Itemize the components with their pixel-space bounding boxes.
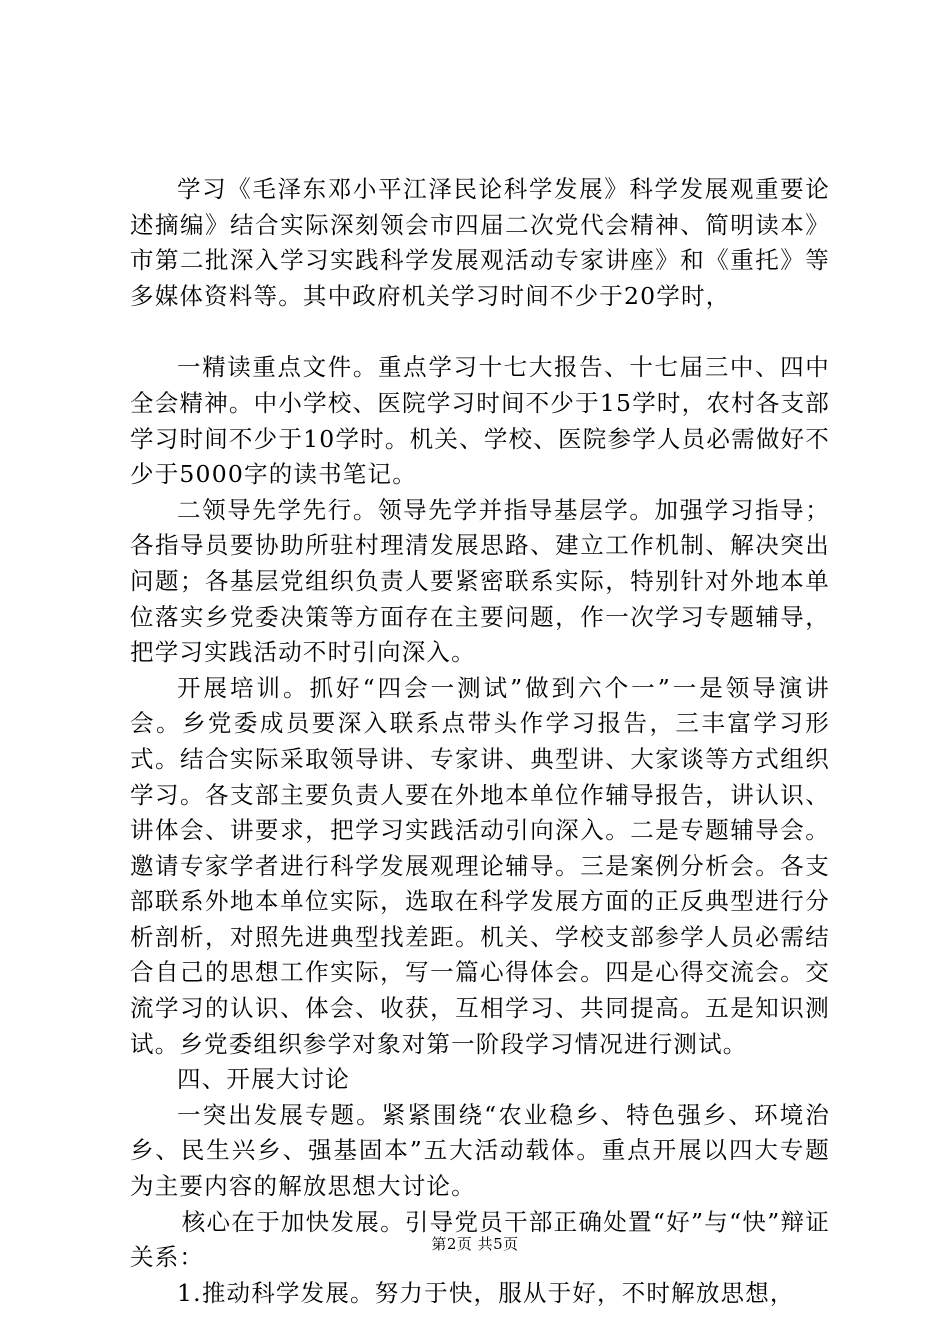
paragraph-leaders-first: 二领导先学先行。领导先学并指导基层学。加强学习指导；各指导员要协助所驻村理清发展思路、建立工作机制、解决突出问题；各基层党组织负责人要紧密联系实际，特别针对外地本单位落实乡党委决策等方面存在主要问题，作一次学习专题辅导，把学习实践活动不时引向深入。 xyxy=(130,495,830,667)
paragraph-training: 开展培训。抓好“四会一测试”做到六个一”一是领导演讲会。乡党委成员要深入联系点带头作学习报告，三丰富学习形式。结合实际采取领导讲、专家讲、典型讲、大家谈等方式组织学习。各支部主要负责人要在外地本单位作辅导报告，讲认识、讲体会、讲要求，把学习实践活动引向深入。二是专题辅导会。邀请专家学者进行科学发展观理论辅导。三是案例分析会。各支部联系外地本单位实际，选取在科学发展方面的正反典型进行分析剖析，对照先进典型找差距。机关、学校支部参学人员必需结合自己的思想工作实际，写一篇心得体会。四是心得交流会。交流学习的认识、体会、收获，互相学习、共同提高。五是知识测试。乡党委组织参学对象对第一阶段学习情况进行测试。 xyxy=(130,673,830,1058)
paragraph-study-materials: 学习《毛泽东邓小平江泽民论科学发展》科学发展观重要论述摘编》结合实际深刻领会市四届二次党代会精神、简明读本》市第二批深入学习实践科学发展观活动专家讲座》和《重托》等多媒体资料等。其中政府机关学习时间不少于20学时， xyxy=(130,175,830,310)
paragraph-development-topics: 一突出发展专题。紧紧围绕“农业稳乡、特色强乡、环境治乡、民生兴乡、强基固本”五大活动载体。重点开展以四大专题为主要内容的解放思想大讨论。 xyxy=(130,1100,830,1201)
document-body xyxy=(130,172,830,1311)
paragraph-scientific-development: 1.推动科学发展。努力于快，服从于好，不时解放思想， xyxy=(177,1278,795,1307)
paragraph-core-development: 核心在于加快发展。引导党员干部正确处置“好”与“快”辩证关系： xyxy=(130,1207,830,1272)
paragraph-gap xyxy=(130,314,830,350)
paragraph-intensive-reading: 一精读重点文件。重点学习十七大报告、十七届三中、四中全会精神。中小学校、医院学习时间不少于15学时，农村各支部学习时间不少于10学时。机关、学校、医院参学人员必需做好不少于5000字的读书笔记。 xyxy=(130,353,830,489)
page-footer: 第2页 共5页 xyxy=(431,1235,519,1253)
section-heading-discussion: 四、开展大讨论 xyxy=(177,1065,350,1094)
